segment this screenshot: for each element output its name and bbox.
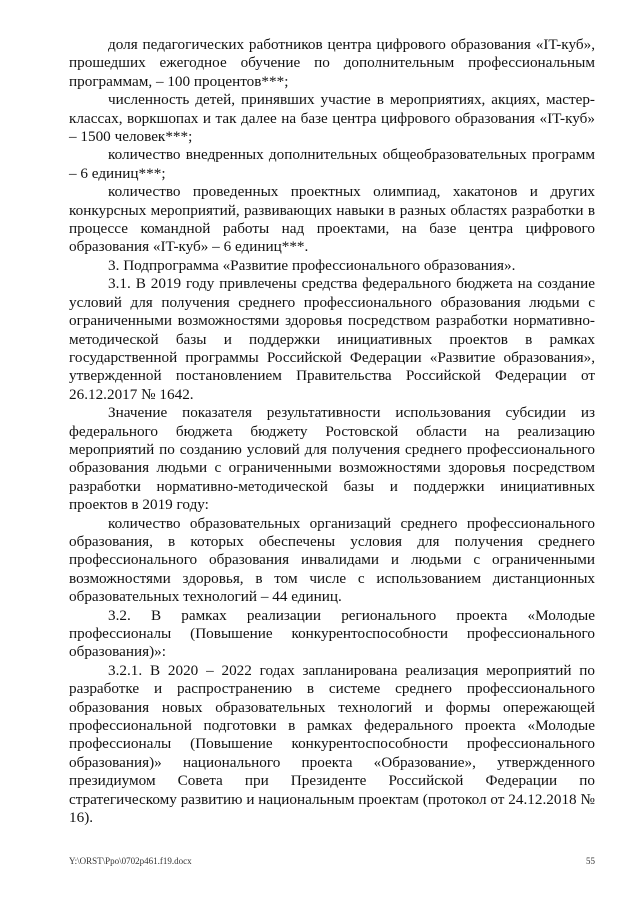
paragraph-subprogram-heading: 3. Подпрограмма «Развитие профессионального образования».	[108, 256, 516, 274]
footer-page-number: 55	[586, 856, 595, 866]
paragraph-programs-count: количество внедренных дополнительных общеобразовательных программ – 6 единиц***;	[69, 146, 595, 182]
paragraph-children-participation: численность детей, принявших участие в мероприятиях, акциях, мастер-классах, воркшопах и так далее на базе центра цифрового образования «IT-куб» – 1500 человек***;	[69, 91, 595, 146]
paragraph-olympiads-count: количество проведенных проектных олимпиад, хакатонов и других конкурсных мероприятий, развивающих навыки в разных областях разработки в процессе командной работы над проектами, на базе центра цифрового образования «IT-куб» – 6 единиц***.	[69, 183, 595, 256]
paragraph-section-3-2: 3.2. В рамках реализации регионального проекта «Молодые профессионалы (Повышение конкурентоспособности профессионального образования)»:	[69, 606, 595, 661]
paragraph-indicator-value: Значение показателя результативности использования субсидии из федерального бюджета бюджету Ростовской области на реализацию мероприятий по созданию условий для получения среднего профессионального образования людьми с ограниченными возможностями здоровья посредством разработки нормативно-методической базы и поддержки инициативных проектов в 2019 году:	[69, 404, 595, 514]
paragraph-section-3-2-1: 3.2.1. В 2020 – 2022 годах запланирована реализация мероприятий по разработке и распространению в системе среднего профессионального образования новых образовательных технологий и формы опережающей профессиональной подготовки в рамках федерального проекта «Молодые профессионалы (Повышение конкурентоспособности профессионального образования)» национального проекта «Образование», утвержденного президиумом Совета при Президенте Российской Федерации по стратегическому развитию и национальным проектам (протокол от 24.12.2018 № 16).	[69, 661, 595, 827]
footer-file-path: Y:\ORST\Ppo\0702p461.f19.docx	[69, 856, 192, 866]
paragraph-organizations-count: количество образовательных организаций среднего профессионального образования, в которых обеспечены условия для получения среднего профессионального образования инвалидами и людьми с ограниченными возможностями здоровья, в том числе с использованием дистанционных образовательных технологий – 44 единиц.	[69, 514, 595, 606]
paragraph-section-3-1: 3.1. В 2019 году привлечены средства федерального бюджета на создание условий для получения среднего профессионального образования людьми с ограниченными возможностями здоровья посредством разработки нормативно-методической базы и поддержки инициативных проектов в рамках государственной программы Российской Федерации «Развитие образования», утвержденной постановлением Правительства Российской Федерации от 26.12.2017 № 1642.	[69, 275, 595, 403]
document-body	[69, 36, 595, 827]
paragraph-teacher-training-share: доля педагогических работников центра цифрового образования «IT-куб», прошедших ежегодное обучение по дополнительным профессиональным программам, – 100 процентов***;	[69, 36, 595, 90]
